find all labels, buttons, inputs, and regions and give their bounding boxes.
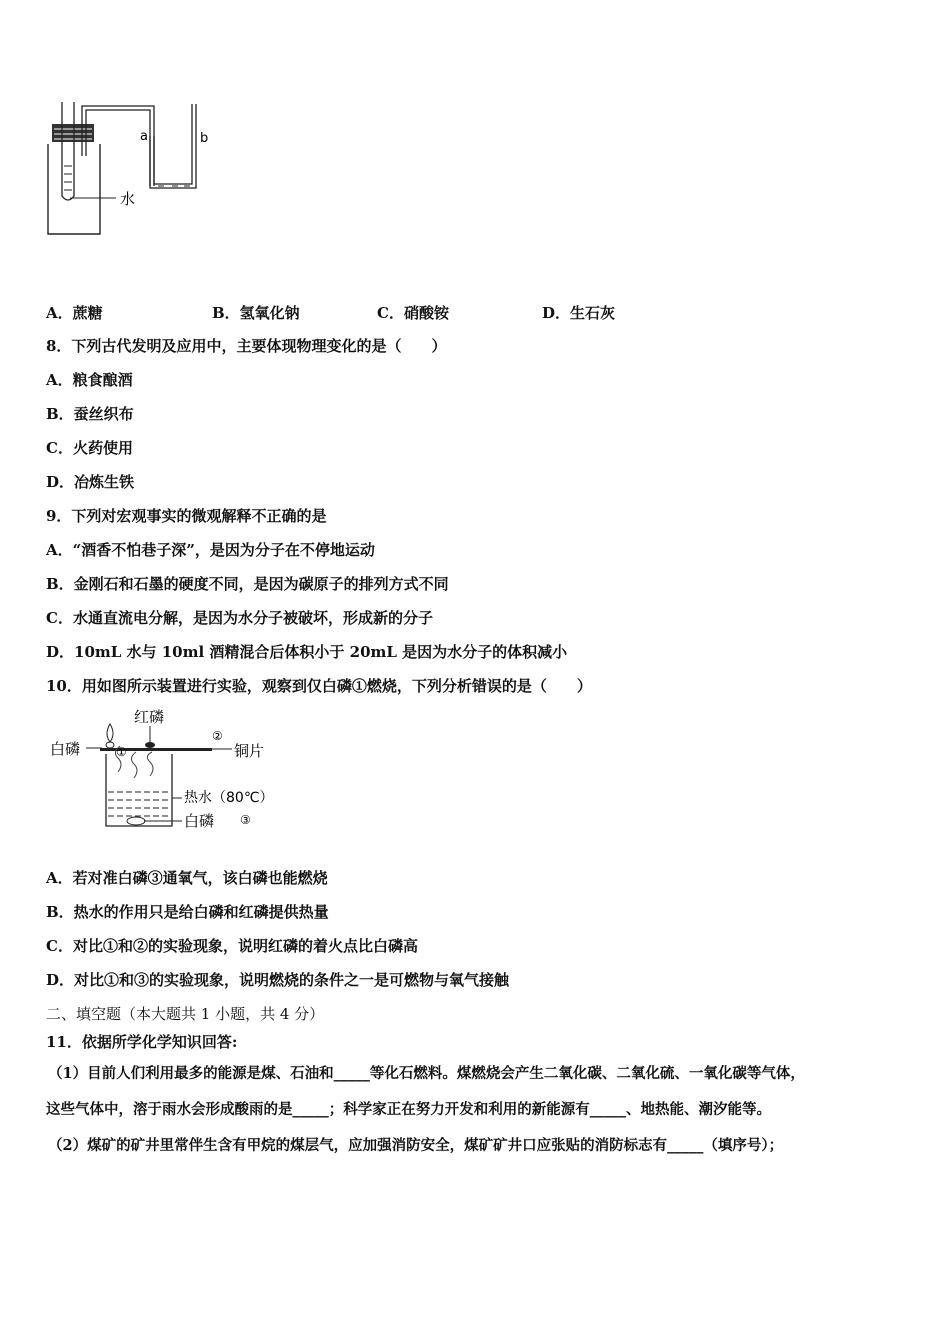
section-header: 二、填空题（本大题共 1 小题，共 4 分） (46, 1005, 325, 1023)
label-red-phosphorus: 红磷 (134, 708, 165, 726)
label-circle-2: ② (212, 729, 223, 743)
label-circle-3: ③ (240, 813, 251, 827)
q10-option-a[interactable]: A．若对准白磷③通氧气，该白磷也能燃烧 (46, 869, 328, 887)
q8-option-b[interactable]: B．蚕丝织布 (46, 405, 134, 423)
figure-combustion-beaker (44, 706, 284, 836)
label-circle-1: ① (116, 745, 127, 759)
q11-part1-line1: （1）目前人们利用最多的能源是煤、石油和_____等化石燃料。煤燃烧会产生二氧化碳、二氧化硫、一氧化碳等气体， (48, 1065, 805, 1082)
q11-part2: （2）煤矿的矿井里常伴生含有甲烷的煤层气，应加强消防安全，煤矿矿井口应张贴的消防标志有_____（填序号）； (48, 1137, 784, 1154)
q10-stem: 10．用如图所示装置进行实验，观察到仅白磷①燃烧，下列分析错误的是（ ） (46, 677, 592, 695)
figure-bottle-u-tube (40, 96, 220, 241)
label-a: a (140, 129, 148, 144)
q8-stem: 8．下列古代发明及应用中，主要体现物理变化的是（ ） (46, 337, 447, 355)
q9-option-a[interactable]: A．“酒香不怕巷子深”，是因为分子在不停地运动 (46, 541, 375, 559)
q7-options (46, 302, 746, 322)
label-water: 水 (120, 190, 136, 208)
label-copper: 铜片 (234, 742, 265, 760)
q8-option-a[interactable]: A．粮食酿酒 (46, 371, 133, 389)
q10-option-c[interactable]: C．对比①和②的实验现象，说明红磷的着火点比白磷高 (46, 937, 418, 955)
q9-stem: 9．下列对宏观事实的微观解释不正确的是 (46, 507, 327, 525)
q7-option-c[interactable]: C．硝酸铵 (377, 304, 449, 322)
q7-option-b[interactable]: B．氢氧化钠 (212, 304, 300, 322)
q9-option-c[interactable]: C．水通直流电分解，是因为水分子被破坏，形成新的分子 (46, 609, 433, 627)
q11-stem: 11．依据所学化学知识回答: (46, 1033, 238, 1051)
q8-option-d[interactable]: D．冶炼生铁 (46, 473, 135, 491)
q10-option-d[interactable]: D．对比①和③的实验现象，说明燃烧的条件之一是可燃物与氧气接触 (46, 971, 510, 989)
label-white-phosphorus-left: 白磷 (50, 740, 81, 758)
label-white-phosphorus-bottom: 白磷 (184, 812, 215, 830)
q7-option-a[interactable]: A．蔗糖 (46, 304, 103, 322)
q9-option-b[interactable]: B．金刚石和石墨的硬度不同，是因为碳原子的排列方式不同 (46, 575, 449, 593)
q8-option-c[interactable]: C．火药使用 (46, 439, 133, 457)
q10-option-b[interactable]: B．热水的作用只是给白磷和红磷提供热量 (46, 903, 329, 921)
q11-part1-line2: 这些气体中，溶于雨水会形成酸雨的是_____；科学家正在努力开发和利用的新能源有_____、地热能、潮汐能等。 (46, 1101, 771, 1118)
label-hot-water: 热水（80℃） (184, 790, 274, 806)
label-b: b (200, 131, 209, 146)
q9-option-d[interactable]: D．10mL 水与 10ml 酒精混合后体积小于 20mL 是因为水分子的体积减小 (46, 643, 568, 661)
q7-option-d[interactable]: D．生石灰 (542, 304, 616, 322)
